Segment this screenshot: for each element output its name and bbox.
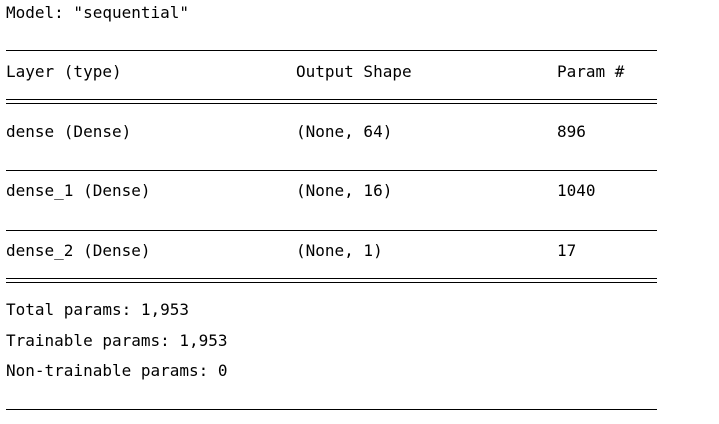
row-layer-name: dense (Dense) (6, 122, 132, 141)
header-layer-type: Layer (type) (6, 62, 122, 81)
row-layer-name: dense_2 (Dense) (6, 241, 151, 260)
row-divider (6, 230, 657, 231)
model-title: Model: "sequential" (6, 3, 190, 22)
row-layer-name: dense_1 (Dense) (6, 181, 151, 200)
row-output-shape: (None, 64) (296, 122, 393, 141)
bottom-rule (6, 409, 657, 410)
row-output-shape: (None, 16) (296, 181, 393, 200)
header-param-count: Param # (557, 62, 625, 81)
row-param-count: 896 (557, 122, 586, 141)
row-param-count: 1040 (557, 181, 596, 200)
non-trainable-params: Non-trainable params: 0 (6, 361, 228, 380)
total-params: Total params: 1,953 (6, 300, 190, 319)
top-rule (6, 50, 657, 51)
row-output-shape: (None, 1) (296, 241, 383, 260)
header-output-shape: Output Shape (296, 62, 412, 81)
row-param-count: 17 (557, 241, 577, 260)
footer-double-rule (6, 277, 657, 285)
row-divider (6, 170, 657, 171)
trainable-params: Trainable params: 1,953 (6, 331, 228, 350)
header-double-rule (6, 98, 657, 106)
